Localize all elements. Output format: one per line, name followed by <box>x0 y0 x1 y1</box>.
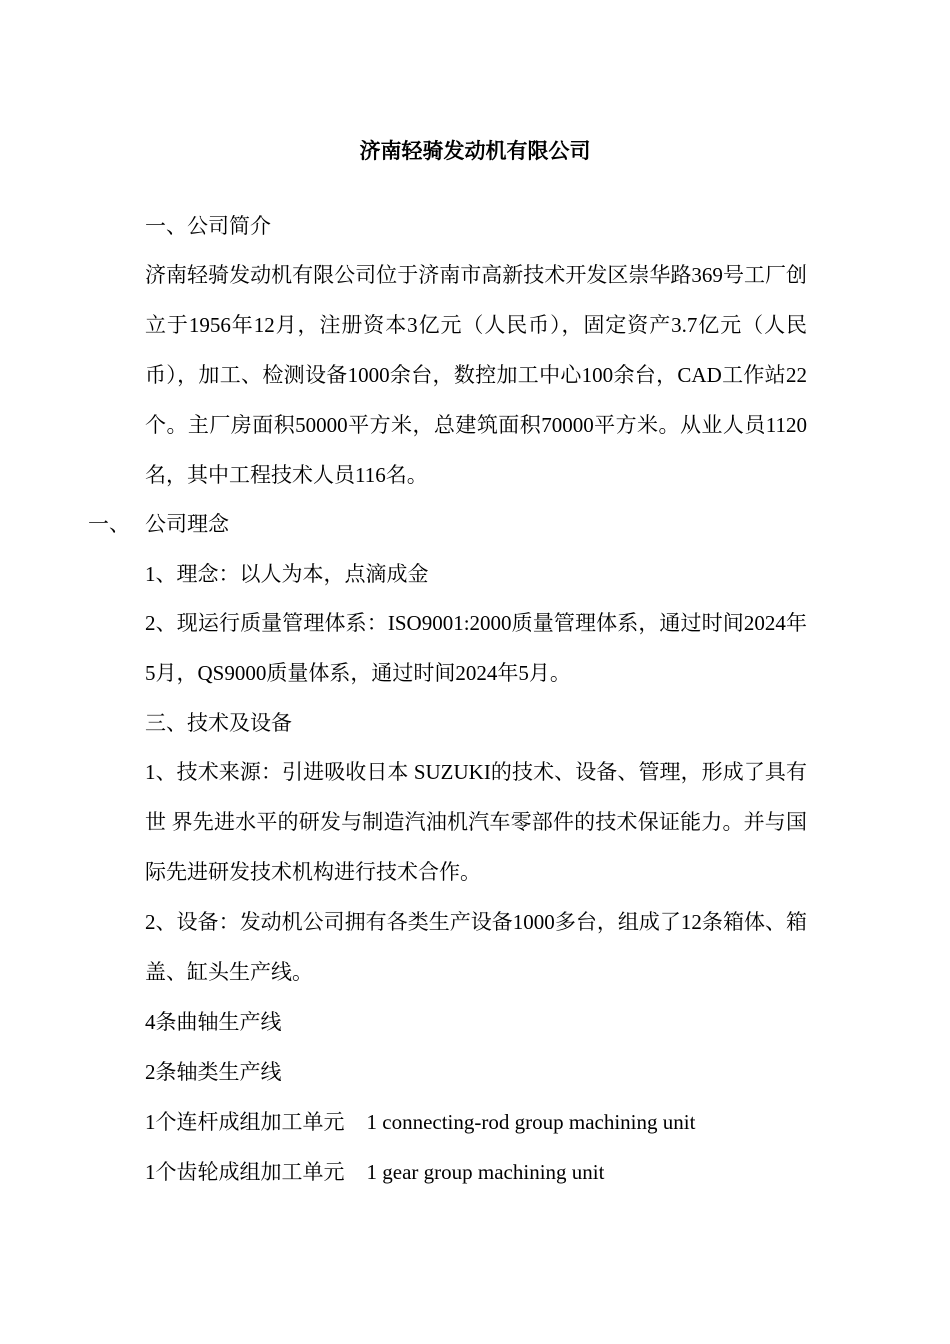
section-3-line-4 <box>145 1155 604 1189</box>
section-2-heading: 公司理念 <box>145 512 229 536</box>
document-title: 济南轻骑发动机有限公司 <box>359 139 591 163</box>
section-3-line-1: 4条曲轴生产线 <box>145 1010 282 1034</box>
section-3-heading: 三、技术及设备 <box>145 711 292 735</box>
section-1-heading: 一、公司简介 <box>145 214 271 238</box>
section-2-item-1: 1、理念：以人为本，点滴成金 <box>145 562 429 586</box>
section-3-line-3 <box>145 1105 695 1139</box>
line-3-chinese: 1个连杆成组加工单元 <box>145 1110 345 1134</box>
section-1-body: 济南轻骑发动机有限公司位于济南市高新技术开发区崇华路369号工厂创立于1956年12月，注册资本3亿元（人民币），固定资产3.7亿元（人民币），加工、检测设备1000余台，数控加工中心100余台，CAD工作站22个。主厂房面积50000平方米，总建筑面积70000平方米。从业人员1120名，其中工程技术人员116名。 <box>145 263 807 487</box>
section-3-line-2: 2条轴类生产线 <box>145 1060 282 1084</box>
line-3-english: 1 connecting-rod group machining unit <box>366 1110 696 1134</box>
line-4-chinese: 1个齿轮成组加工单元 <box>145 1160 345 1184</box>
section-3-item-1: 1、技术来源：引进吸收日本 SUZUKI的技术、设备、管理，形成了具有世 界先进水平的研发与制造汽油机汽车零部件的技术保证能力。并与国际先进研发技术机构进行技术合作。 <box>145 760 807 884</box>
section-2-item-2: 2、现运行质量管理体系：ISO9001:2000质量管理体系，通过时间2024年5月，QS9000质量体系，通过时间2024年5月。 <box>145 611 807 685</box>
section-3-item-2: 2、设备：发动机公司拥有各类生产设备1000多台，组成了12条箱体、箱盖、缸头生产线。 <box>145 910 807 984</box>
section-2-marker: 一、 <box>88 512 130 536</box>
line-4-english: 1 gear group machining unit <box>366 1160 605 1184</box>
